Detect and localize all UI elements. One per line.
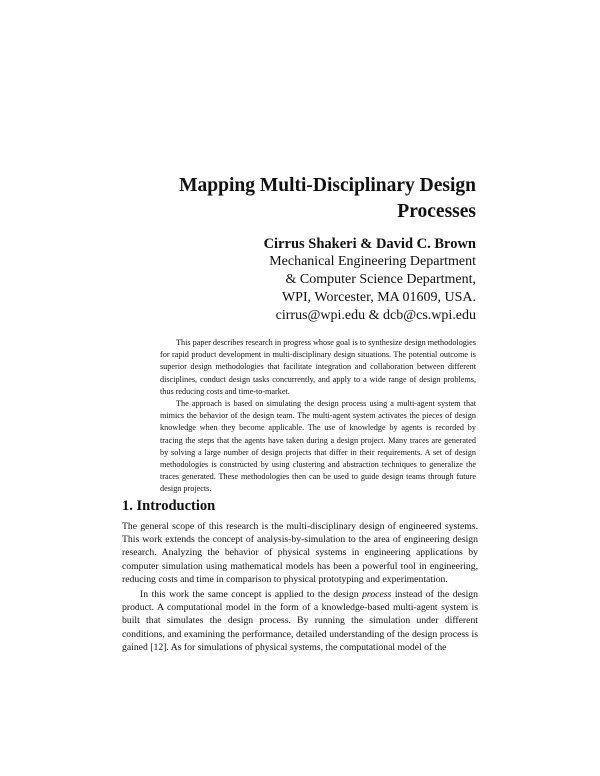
affiliation-line-3: WPI, Worcester, MA 01609, USA. [281, 290, 476, 305]
emphasis-process: process [362, 589, 392, 600]
affiliation-line-1: Mechanical Engineering Department [269, 254, 476, 269]
author-emails: cirrus@wpi.edu & dcb@cs.wpi.edu [275, 308, 476, 323]
intro-paragraph-1-block [122, 520, 478, 586]
author-names: Cirrus Shakeri & David C. Brown [263, 236, 476, 252]
author-block [140, 235, 476, 325]
title-line-2: Processes [397, 201, 476, 222]
intro-p2-text-before: In this work the same concept is applied to the design [140, 589, 363, 600]
affiliation-line-2: & Computer Science Department, [285, 272, 476, 287]
paper-title [100, 173, 476, 225]
intro-p2-text-after: instead of the design product. A computational model in the form of a knowledge-based multi-agent system is built that simulates the design process. By running the simulation under different conditions, and examining the performance, detailed understanding of the design process is gained [12]. As for simulations of physical systems, the computational model of the [122, 589, 478, 653]
abstract-paragraph-1: This paper describes research in progress whose goal is to synthesize design methodologies for rapid product development in multi-disciplinary design situations. The potential outcome is superior design methodologies that facilitate integration and collaboration between different disciplines, conduct design tasks concurrently, and apply to a wide range of design problems, thus reducing costs and time-to-market. [160, 338, 476, 396]
intro-paragraph-2-block [122, 588, 478, 654]
intro-paragraph-1: The general scope of this research is the multi-disciplinary design of engineered systems. This work extends the concept of analysis-by-simulation to the area of engineering design research. Analyzing the behavior of physical systems in engineering applications by computer simulation using mathematical models has been a powerful tool in engineering, reducing costs and time in comparison to physical prototyping and experimentation. [122, 521, 478, 585]
section-heading-introduction: 1. Introduction [122, 498, 216, 514]
title-line-1: Mapping Multi-Disciplinary Design [179, 175, 476, 196]
abstract-paragraph-2: The approach is based on simulating the design process using a multi-agent system that mimics the behavior of the design team. The multi-agent system activates the pieces of design knowledge when they become applicable. The use of knowledge by agents is recorded by tracing the steps that the agents have taken during a design project. Many traces are generated by solving a large number of design projects that differ in their requirements. A set of design methodologies is constructed by using clustering and abstraction techniques to generalize the traces generated. These methodologies then can be used to guide design teams through future design projects. [160, 399, 476, 494]
abstract [160, 337, 476, 496]
intro-paragraph-2 [122, 588, 478, 654]
